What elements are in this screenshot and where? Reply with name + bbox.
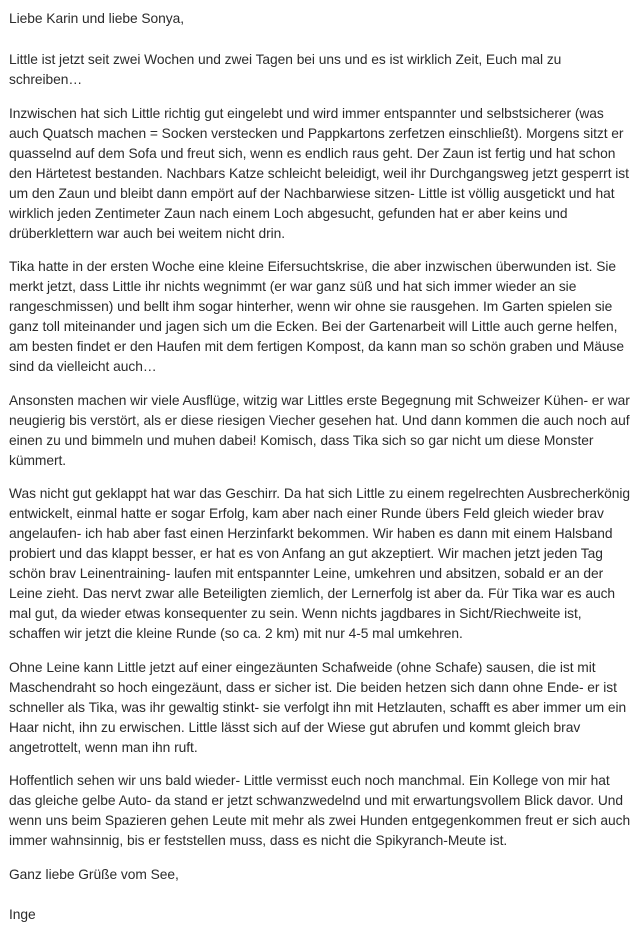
letter-closing: Ganz liebe Grüße vom See,	[9, 866, 179, 882]
letter-signature: Inge	[9, 906, 36, 922]
letter-paragraph-tika: Tika hatte in der ersten Woche eine kleine Eifersuchtskrise, die aber inzwischen überwunden ist. Sie merkt jetzt, dass Little ihr nichts wegnimmt (er war ganz süß und hat sich immer wieder an sie rangeschmissen) und bellt ihm sogar hinterher, wenn wir ohne sie rausgehen. Im Garten spielen sie ganz toll miteinander und jagen sich um die Ecken. Bei der Gartenarbeit will Little auch gerne helfen, am besten findet er den Haufen mit dem fertigen Kompost, da kann man so schön graben und Mäuse sind da vielleicht auch…	[9, 259, 624, 374]
letter-greeting: Liebe Karin und liebe Sonya,	[9, 11, 185, 26]
letter-body	[9, 9, 631, 925]
letter-paragraph-hope: Hoffentlich sehen wir uns bald wieder- Little vermisst euch noch manchmal. Ein Kollege von mir hat das gleiche gelbe Auto- da stand er jetzt schwanzwedelnd und mit erwartungsvollem Blick davor. Und wenn uns beim Spazieren gehen Leute mit mehr als zwei Hunden entgegenkommen freut er sich auch immer wahnsinnig, bis er feststellen muss, dass es nicht die Spikyranch-Meute ist.	[9, 773, 631, 848]
letter-paragraph-settling-in: Inzwischen hat sich Little richtig gut eingelebt und wird immer entspannter und selbstsicherer (was auch Quatsch machen = Socken verstecken und Pappkartons zerfetzen einschließt). Morgens sitzt er quasselnd auf dem Sofa und freut sich, wenn es endlich raus geht. Der Zaun ist fertig und hat schon den Härtetest bestanden. Nachbars Katze schleicht beleidigt, weil ihr Durchgangsweg jetzt gesperrt ist um den Zaun und bleibt dann empört auf der Nachbarwiese sitzen- Little ist völlig ausgetickt und hat wirklich jeden Zentimeter Zaun nach einem Loch abgesucht, gefunden hat er aber keins und drüberklettern war auch bei weitem nicht drin.	[9, 105, 629, 241]
letter-paragraph-harness: Was nicht gut geklappt hat war das Geschirr. Da hat sich Little zu einem regelrechten Ausbrecherkönig entwickelt, einmal hatte er sogar Erfolg, kam aber nach einer Runde übers Feld gleich wieder brav angelaufen- ich hab aber fast einen Herzinfarkt bekommen. Wir haben es dann mit einem Halsband probiert und das klappt besser, er hat es von Anfang an gut akzeptiert. Wir machen jetzt jeden Tag schön brav Leinentraining- laufen mit entspannter Leine, umkehren und absitzen, sobald er an der Leine zieht. Das nervt zwar alle Beteiligten ziemlich, der Lernerfolg ist aber da. Für Tika war es auch mal gut, da wieder etwas konsequenter zu sein. Wenn nichts jagdbares in Sicht/Riechweite ist, schaffen wir jetzt die kleine Runde (so ca. 2 km) mit nur 4-5 mal umkehren.	[9, 486, 630, 641]
letter-paragraph-excursions: Ansonsten machen wir viele Ausflüge, witzig war Littles erste Begegnung mit Schweizer Kühen- er war neugierig bis verstört, als er diese riesigen Viecher gesehen hat. Und dann kommen die auch noch auf einen zu und bimmeln und muhen dabei! Komisch, dass Tika sich so gar nicht um diese Monster kümmert.	[9, 392, 630, 468]
letter-paragraph-intro: Little ist jetzt seit zwei Wochen und zwei Tagen bei uns und es ist wirklich Zeit, Euch mal zu schreiben…	[9, 52, 562, 87]
letter-paragraph-off-leash: Ohne Leine kann Little jetzt auf einer eingezäunten Schafweide (ohne Schafe) sausen, die ist mit Maschendraht so hoch eingezäunt, dass er sicher ist. Die beiden hetzen sich dann ohne Ende- er ist schneller als Tika, was ihr gewaltig stinkt- sie verfolgt ihn mit Hetzlauten, schafft es aber immer um ein Haar nicht, ihn zu erwischen. Little lässt sich auf der Wiese gut abrufen und kommt gleich brav angetrottelt, wenn man ihn ruft.	[9, 659, 627, 755]
